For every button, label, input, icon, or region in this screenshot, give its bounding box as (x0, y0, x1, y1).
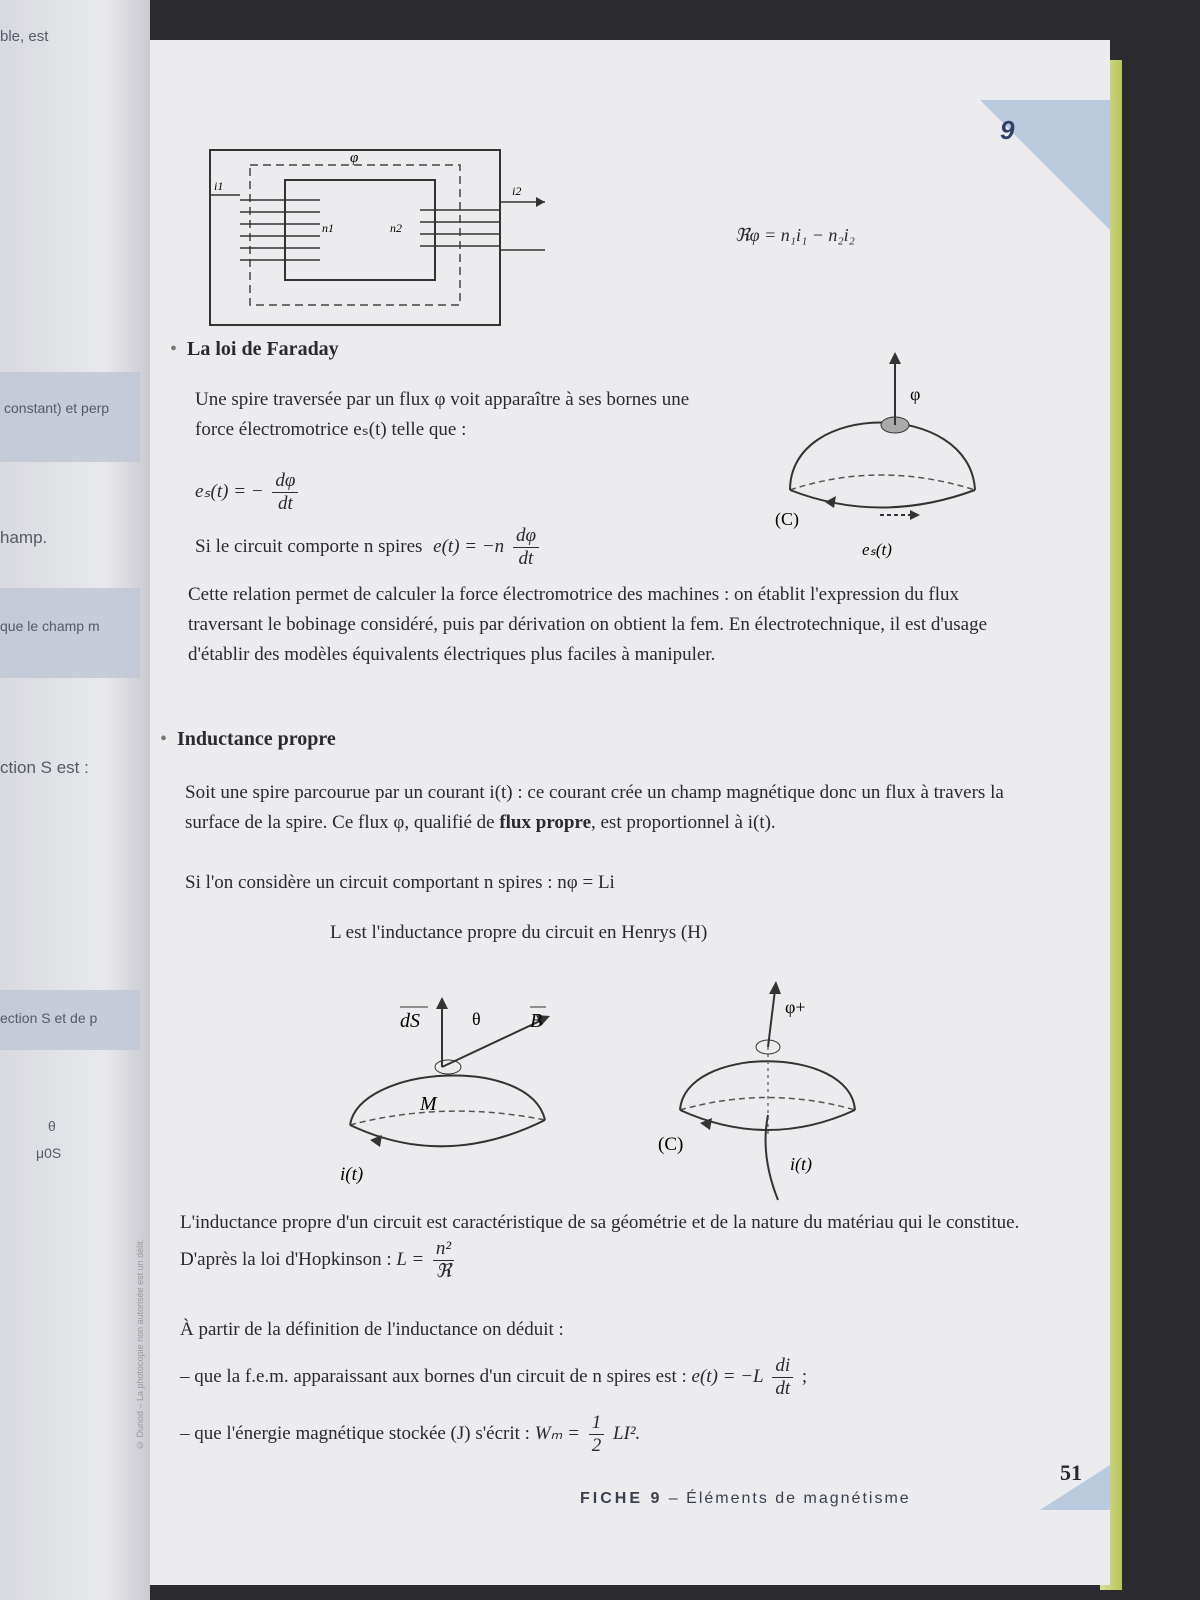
transformer-diagram (200, 140, 560, 340)
dS-label: dS (400, 1010, 420, 1032)
dome (350, 1075, 545, 1125)
eq2-lhs: e(t) = −n (433, 535, 505, 557)
eq1-lhs: eₛ(t) = − (195, 480, 264, 502)
left-tab (0, 372, 140, 462)
inductance-title: • Inductance propre (160, 728, 336, 751)
self-flux-figure (650, 975, 890, 1205)
contour-C (790, 490, 975, 508)
B-vector (442, 1020, 542, 1067)
i2-label: i2 (512, 184, 522, 198)
emf-label: eₛ(t) (862, 540, 892, 559)
inductance-p1: Soit une spire parcourue par un courant i(t) : ce courant crée un champ magnétique donc un flux à travers la surface de la spire. Ce flux φ, qualifié de flux propre, est proportionnel à i(t). (185, 782, 1004, 833)
left-fragment: que le champ m (0, 618, 100, 634)
flux-arrow-icon (889, 352, 901, 364)
inductance-item-2: – que l'énergie magnétique stockée (J) s'écrit : Wₘ = $\frac{1}{2}$ LI². (180, 1412, 641, 1456)
left-page (0, 0, 150, 1600)
left-fragment: ction S est : (0, 758, 89, 777)
faraday-paragraph: Cette relation permet de calculer la force électromotrice des machines : on établit l'expression du flux traversant le bobinage considéré, puis par dérivation on obtient la fem. En électrotechnique, il est d'usage d'établir des modèles équivalents électriques plus faciles à manipuler. (188, 584, 988, 665)
current-label: i(t) (340, 1164, 364, 1185)
left-fragment: ble, est (0, 28, 49, 45)
left-fragment: θ (48, 1118, 56, 1134)
left-fragment: ection S et de p (0, 1010, 98, 1026)
contour-arrow-icon (370, 1135, 382, 1147)
inductance-p3: L est l'inductance propre du circuit en Henrys (H) (330, 922, 708, 943)
emf-arrow-icon (910, 510, 920, 520)
phi-label: φ (910, 384, 921, 404)
eq2-text: Si le circuit comporte n spires (195, 535, 423, 557)
page-number: 51 (1060, 1460, 1082, 1485)
surface-patch (435, 1060, 461, 1074)
phi-label: φ (350, 150, 359, 166)
inductance-p5: À partir de la définition de l'inductance on déduit : (180, 1319, 564, 1340)
lead-wire (766, 1115, 778, 1200)
energy-fraction: $\frac{1}{2}$ (589, 1412, 605, 1457)
faraday-title: • La loi de Faraday (170, 338, 339, 361)
page-footer (580, 1490, 911, 1508)
theta-label: θ (472, 1009, 481, 1029)
dome-back-rim (790, 475, 975, 490)
book-page (135, 40, 1110, 1585)
n1-label: n1 (322, 221, 334, 235)
flux-propre: flux propre (499, 812, 591, 833)
eq1-fraction: $\frac{d\varphi}{dt}$ (272, 470, 298, 515)
left-fragment: constant) et perp (4, 400, 110, 416)
copyright-caption: © Dunod – La photocopie non autorisée est un délit. (135, 1238, 145, 1450)
fiche-number: 9 (1000, 115, 1015, 145)
dome-back-rim (350, 1111, 545, 1125)
faraday-figure (770, 340, 1010, 570)
B-label: B (530, 1010, 543, 1032)
n2-label: n2 (390, 221, 402, 235)
dome (790, 423, 975, 491)
flux-arrow-icon (769, 981, 781, 994)
flux-arrow (768, 990, 775, 1047)
hopkinson-fraction: $\frac{\text{n²}}{\text{ℜ}}$ (433, 1238, 454, 1283)
flux-path (250, 165, 460, 305)
footer-fiche: FICHE 9 (580, 1490, 663, 1507)
current-label: i(t) (790, 1154, 812, 1174)
surface-element-figure (330, 985, 590, 1205)
contour-label: (C) (658, 1134, 684, 1155)
phi-label: φ+ (785, 997, 806, 1017)
faraday-equation-1 (195, 470, 302, 515)
i1-label: i1 (214, 179, 224, 193)
contour-arrow-icon (825, 496, 836, 508)
faraday-intro: Une spire traversée par un flux φ voit apparaître à ses bornes une force électromotrice eₛ(t) telle que : (195, 389, 690, 440)
emf-fraction: $\frac{di}{dt}$ (772, 1355, 793, 1400)
core-outer (210, 150, 500, 325)
winding-primary (240, 200, 320, 260)
faraday-equation-2 (195, 525, 543, 570)
core-inner (285, 180, 435, 280)
M-label: M (420, 1093, 437, 1115)
i2-arrow-icon (536, 197, 545, 207)
inductance-p2: Si l'on considère un circuit comportant n spires : nφ = Li (185, 872, 615, 893)
inductance-p4: L'inductance propre d'un circuit est caractéristique de sa géométrie et de la nature du matériau qui le constitue. D'après la loi d'Hopkinson : L = $\frac{\text{n²}}{\text{ℜ}}$ (180, 1212, 1020, 1282)
eq2-fraction: $\frac{d\varphi}{dt}$ (513, 525, 539, 570)
left-fragment: μ0S (36, 1145, 62, 1161)
reluctance-equation: ℜφ = n₁i₁ − n₂i₂ (735, 225, 855, 245)
left-fragment: hamp. (0, 528, 48, 547)
inductance-item-1: – que la f.e.m. apparaissant aux bornes d'un circuit de n spires est : e(t) = −L $\frac{di}{dt}$ ; (180, 1355, 808, 1399)
dS-arrow-icon (436, 997, 448, 1009)
footer-title: – Éléments de magnétisme (668, 1490, 911, 1507)
contour-label: (C) (775, 509, 799, 529)
